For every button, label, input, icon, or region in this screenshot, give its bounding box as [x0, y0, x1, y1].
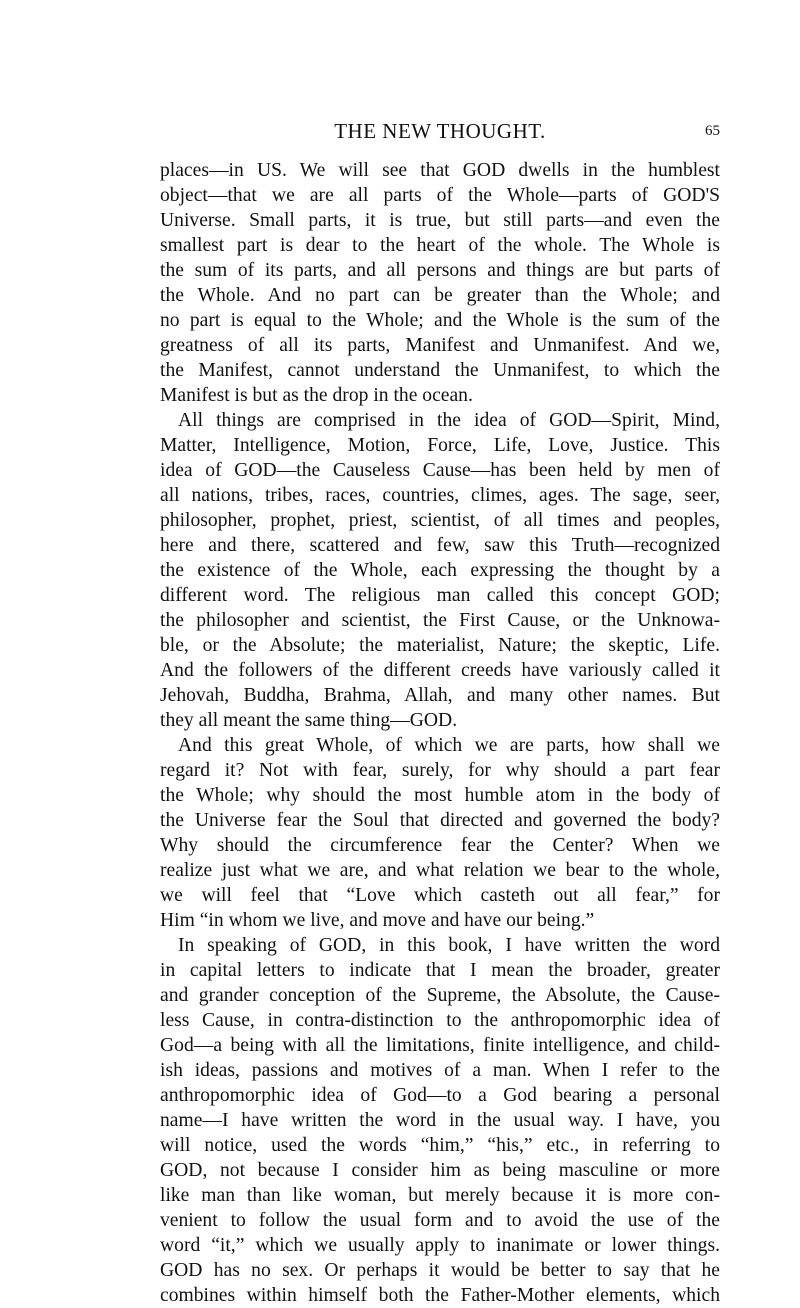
text-line: all nations, tribes, races, countries, climes, ages. The sage, seer, [160, 485, 720, 506]
text-line: philosopher, prophet, priest, scientist, of all times and peoples, [160, 510, 720, 531]
running-header [160, 118, 720, 144]
text-line: will notice, used the words “him,” “his,” etc., in referring to [160, 1135, 720, 1156]
page-number: 65 [705, 123, 720, 139]
text-line: Manifest is but as the drop in the ocean. [160, 385, 473, 406]
text-line: venient to follow the usual form and to avoid the use of the [160, 1210, 720, 1231]
text-line: no part is equal to the Whole; and the Whole is the sum of the [160, 310, 720, 331]
text-line: in capital letters to indicate that I mean the broader, greater [160, 960, 720, 981]
text-line: here and there, scattered and few, saw this Truth—recognized [160, 535, 720, 556]
text-line: the sum of its parts, and all persons and things are but parts of [160, 260, 720, 281]
text-line: Matter, Intelligence, Motion, Force, Life, Love, Justice. This [160, 435, 720, 456]
text-line: smallest part is dear to the heart of the whole. The Whole is [160, 235, 720, 256]
text-line: God—a being with all the limitations, finite intelligence, and child- [160, 1035, 720, 1056]
text-line: like man than like woman, but merely because it is more con- [160, 1185, 720, 1206]
text-line: less Cause, in contra-distinction to the anthropomorphic idea of [160, 1010, 720, 1031]
text-line: we will feel that “Love which casteth out all fear,” for [160, 885, 720, 906]
text-line: And this great Whole, of which we are parts, how shall we [178, 735, 720, 756]
text-line: word “it,” which we usually apply to inanimate or lower things. [160, 1235, 720, 1256]
text-line: greatness of all its parts, Manifest and Unmanifest. And we, [160, 335, 720, 356]
text-line: Him “in whom we live, and move and have our being.” [160, 910, 595, 931]
text-line: anthropomorphic idea of God—to a God bearing a personal [160, 1085, 720, 1106]
text-line: the existence of the Whole, each expressing the thought by a [160, 560, 720, 581]
text-line: regard it? Not with fear, surely, for why should a part fear [160, 760, 720, 781]
text-line: name—I have written the word in the usual way. I have, you [160, 1110, 720, 1131]
text-line: idea of GOD—the Causeless Cause—has been held by men of [160, 460, 720, 481]
running-title: THE NEW THOUGHT. [334, 119, 546, 143]
text-line: ish ideas, passions and motives of a man. When I refer to the [160, 1060, 720, 1081]
text-line: they all meant the same thing—GOD. [160, 710, 458, 731]
text-line: GOD has no sex. Or perhaps it would be better to say that he [160, 1260, 720, 1281]
text-line: the Manifest, cannot understand the Unmanifest, to which the [160, 360, 720, 381]
text-line: Why should the circumference fear the Center? When we [160, 835, 720, 856]
text-line: ble, or the Absolute; the materialist, Nature; the skeptic, Life. [160, 635, 720, 656]
text-line: Universe. Small parts, it is true, but still parts—and even the [160, 210, 720, 231]
text-line: GOD, not because I consider him as being masculine or more [160, 1160, 720, 1181]
text-line: the Whole; why should the most humble atom in the body of [160, 785, 720, 806]
text-line: In speaking of GOD, in this book, I have written the word [178, 935, 720, 956]
text-line: different word. The religious man called this concept GOD; [160, 585, 720, 606]
text-line: and grander conception of the Supreme, the Absolute, the Cause- [160, 985, 720, 1006]
text-line: All things are comprised in the idea of GOD—Spirit, Mind, [178, 410, 720, 431]
text-line: object—that we are all parts of the Whole—parts of GOD'S [160, 185, 720, 206]
text-line: combines within himself both the Father-Mother elements, which [160, 1285, 720, 1306]
text-line: the philosopher and scientist, the First Cause, or the Unknowa- [160, 610, 720, 631]
text-line: Jehovah, Buddha, Brahma, Allah, and many other names. But [160, 685, 720, 706]
text-line: the Universe fear the Soul that directed and governed the body? [160, 810, 720, 831]
text-line: the Whole. And no part can be greater than the Whole; and [160, 285, 720, 306]
text-line: realize just what we are, and what relation we bear to the whole, [160, 860, 720, 881]
text-line: And the followers of the different creeds have variously called it [160, 660, 720, 681]
text-line: places—in US. We will see that GOD dwells in the humblest [160, 160, 720, 181]
body-text [160, 158, 720, 1308]
